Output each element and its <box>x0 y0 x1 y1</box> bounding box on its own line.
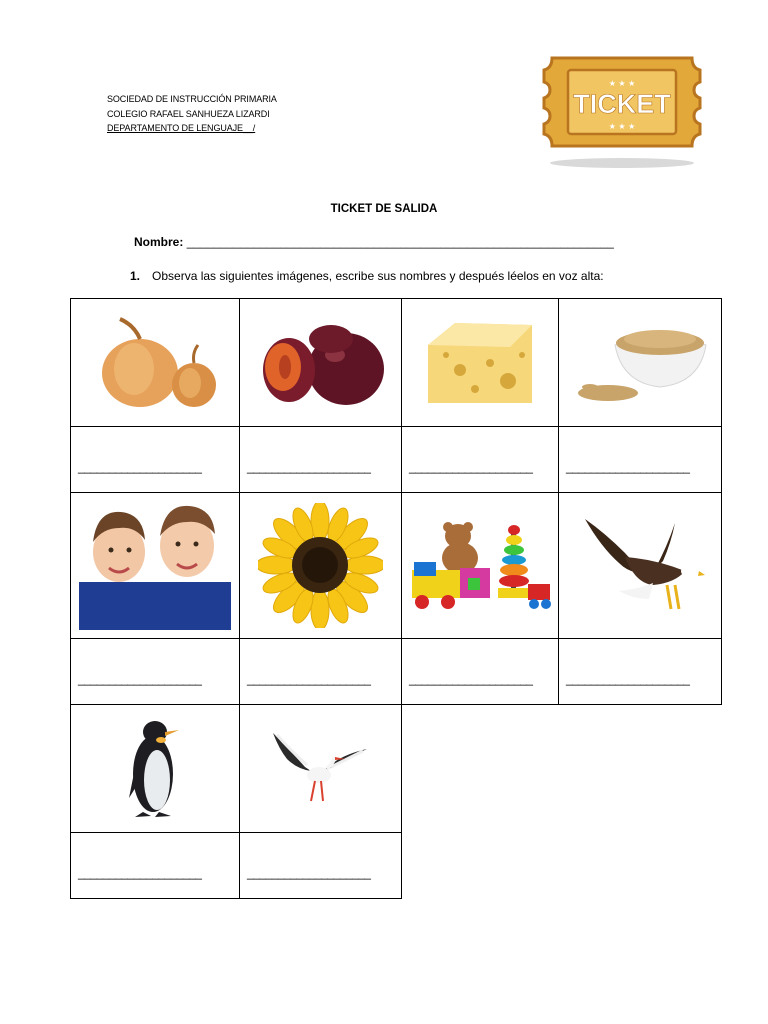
question-1 <box>130 269 604 283</box>
question-number: 1. <box>130 269 141 283</box>
answer-cell[interactable] <box>558 638 722 705</box>
ticket-logo-text: TICKET <box>573 89 671 119</box>
toys-image <box>408 518 553 613</box>
answer-line[interactable]: ____________________ <box>78 866 202 880</box>
question-text: Observa las siguientes imágenes, escribe sus nombres y después léelos en voz alta: <box>152 269 604 283</box>
answer-cell[interactable] <box>70 638 240 705</box>
answer-cell[interactable] <box>401 426 559 493</box>
ticket-logo-stars-top: ★ ★ ★ <box>608 79 636 88</box>
name-label: Nombre: <box>134 235 184 249</box>
ticket-logo-stars-bottom: ★ ★ ★ <box>608 122 636 131</box>
answer-line[interactable]: ____________________ <box>409 460 533 474</box>
answer-cell[interactable] <box>558 426 722 493</box>
image-cell <box>70 492 240 639</box>
answer-line[interactable]: ____________________ <box>247 866 371 880</box>
header-line-department: DEPARTAMENTO DE LENGUAJE__/ <box>107 123 256 133</box>
answer-line[interactable]: ____________________ <box>566 460 690 474</box>
school-header <box>107 92 277 136</box>
sunflower-image <box>258 503 383 628</box>
eagle-image <box>575 513 705 618</box>
image-cell <box>401 492 559 639</box>
ticket-icon <box>538 50 706 172</box>
image-cell <box>239 298 402 427</box>
answer-cell[interactable] <box>239 426 402 493</box>
cheese-image <box>420 315 540 410</box>
answer-cell[interactable] <box>401 638 559 705</box>
quinoa-image <box>570 313 710 413</box>
image-cell <box>70 704 240 833</box>
answer-line[interactable]: ____________________ <box>247 672 371 686</box>
answer-cell[interactable] <box>239 638 402 705</box>
image-cell <box>401 298 559 427</box>
answer-line[interactable]: ____________________ <box>247 460 371 474</box>
image-cell <box>558 298 722 427</box>
answer-line[interactable]: ____________________ <box>566 672 690 686</box>
answer-line[interactable]: ____________________ <box>409 672 533 686</box>
answer-cell[interactable] <box>239 832 402 899</box>
page-title: TICKET DE SALIDA <box>330 203 438 215</box>
header-line-society: SOCIEDAD DE INSTRUCCIÓN PRIMARIA <box>107 94 277 104</box>
answer-cell[interactable] <box>70 832 240 899</box>
plum-image <box>251 315 391 410</box>
image-cell <box>70 298 240 427</box>
header-line-school: COLEGIO RAFAEL SANHUEZA LIZARDI <box>107 108 270 119</box>
answer-line[interactable]: ____________________ <box>78 460 202 474</box>
penguin-image <box>125 718 185 820</box>
onion-image <box>90 315 220 410</box>
twins-boys-image <box>79 502 231 630</box>
name-line[interactable]: ________________________________________________________________ <box>186 235 614 249</box>
stork-image <box>271 729 371 809</box>
answer-cell[interactable] <box>70 426 240 493</box>
image-cell <box>558 492 722 639</box>
name-field[interactable] <box>134 235 614 249</box>
image-cell <box>239 704 402 833</box>
answer-line[interactable]: ____________________ <box>78 672 202 686</box>
image-cell <box>239 492 402 639</box>
